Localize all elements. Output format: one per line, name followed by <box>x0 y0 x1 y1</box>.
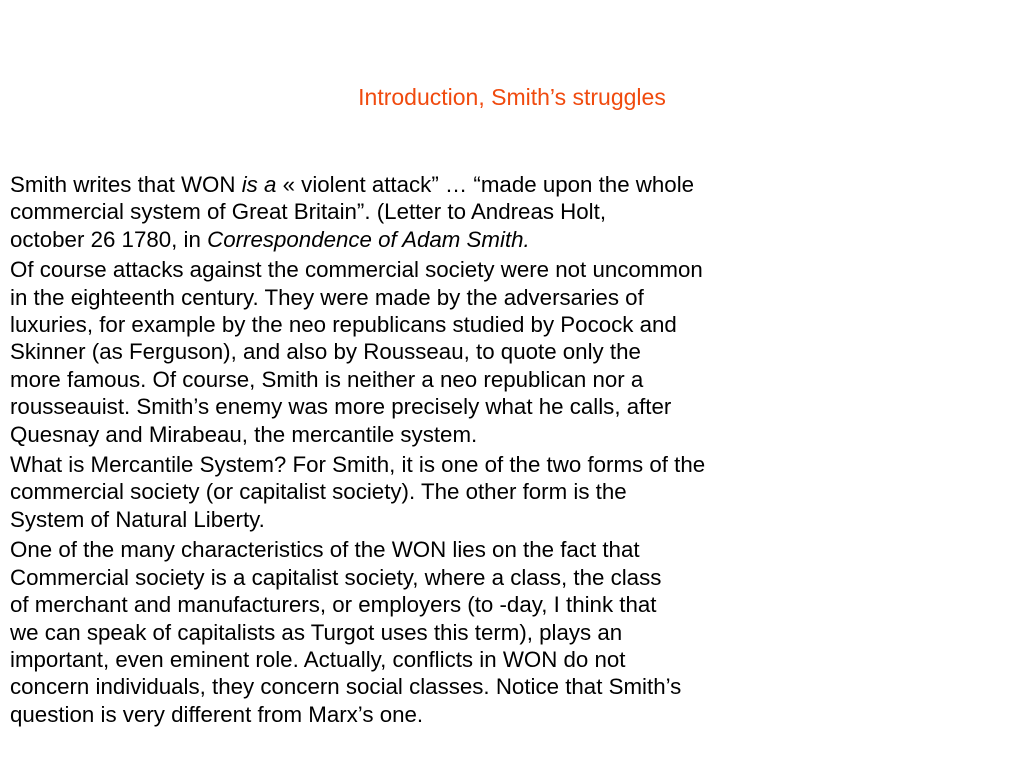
text-segment: Of course attacks against the commercial society were not uncommon <box>10 257 703 283</box>
text-segment: of merchant and manufacturers, or employers (to -day, I think that <box>10 592 657 618</box>
paragraph-line <box>10 171 910 198</box>
text-segment: concern individuals, they concern social classes. Notice that Smith’s <box>10 674 682 700</box>
paragraph-line <box>10 673 910 700</box>
text-segment: we can speak of capitalists as Turgot uses this term), plays an <box>10 619 623 645</box>
paragraph-line <box>10 478 910 505</box>
text-segment: Smith writes that WON <box>10 172 242 197</box>
text-segment: commercial system of Great Britain”. (Letter to Andreas Holt, <box>10 199 607 225</box>
text-segment: Quesnay and Mirabeau, the mercantile system. <box>10 421 478 447</box>
body-paragraph <box>10 171 910 253</box>
text-segment: commercial society (or capitalist society). The other form is the <box>10 479 627 505</box>
paragraph-line <box>10 226 910 253</box>
text-segment: rousseauist. Smith’s enemy was more precisely what he calls, after <box>10 394 672 420</box>
text-segment: « violent attack” … “made upon the whole <box>276 172 695 197</box>
paragraph-line <box>10 198 910 225</box>
paragraph-line <box>10 366 910 393</box>
text-segment: Skinner (as Ferguson), and also by Rousseau, to quote only the <box>10 339 641 365</box>
text-segment: System of Natural Liberty. <box>10 506 265 532</box>
slide-body <box>10 171 910 731</box>
text-segment: in the eighteenth century. They were made by the adversaries of <box>10 284 644 310</box>
paragraph-line <box>10 338 910 365</box>
slide-title: Introduction, Smith’s struggles <box>358 84 666 110</box>
paragraph-line <box>10 564 910 591</box>
paragraph-line <box>10 393 910 420</box>
paragraph-line <box>10 284 910 311</box>
paragraph-line <box>10 421 910 448</box>
italic-text: is a <box>241 172 277 197</box>
text-segment: question is very different from Marx’s one. <box>10 701 424 727</box>
body-paragraph <box>10 451 910 533</box>
paragraph-line <box>10 646 910 673</box>
paragraph-line <box>10 451 910 478</box>
text-segment: important, even eminent role. Actually, conflicts in WON do not <box>10 646 626 672</box>
paragraph-line <box>10 506 910 533</box>
paragraph-line <box>10 536 910 563</box>
text-segment: What is Mercantile System? For Smith, it is one of the two forms of the <box>10 452 706 478</box>
text-segment: Commercial society is a capitalist society, where a class, the class <box>10 564 662 590</box>
paragraph-line <box>10 256 910 283</box>
paragraph-line <box>10 591 910 618</box>
text-segment: more famous. Of course, Smith is neither a neo republican nor a <box>10 366 644 392</box>
text-segment: luxuries, for example by the neo republicans studied by Pocock and <box>10 312 677 338</box>
text-segment: One of the many characteristics of the WON lies on the fact that <box>10 537 640 563</box>
paragraph-line <box>10 619 910 646</box>
paragraph-line <box>10 701 910 728</box>
italic-text: Correspondence of Adam Smith. <box>207 226 530 252</box>
body-paragraph <box>10 536 910 728</box>
paragraph-line <box>10 311 910 338</box>
body-paragraph <box>10 256 910 448</box>
text-segment: october 26 1780, in <box>10 226 208 252</box>
